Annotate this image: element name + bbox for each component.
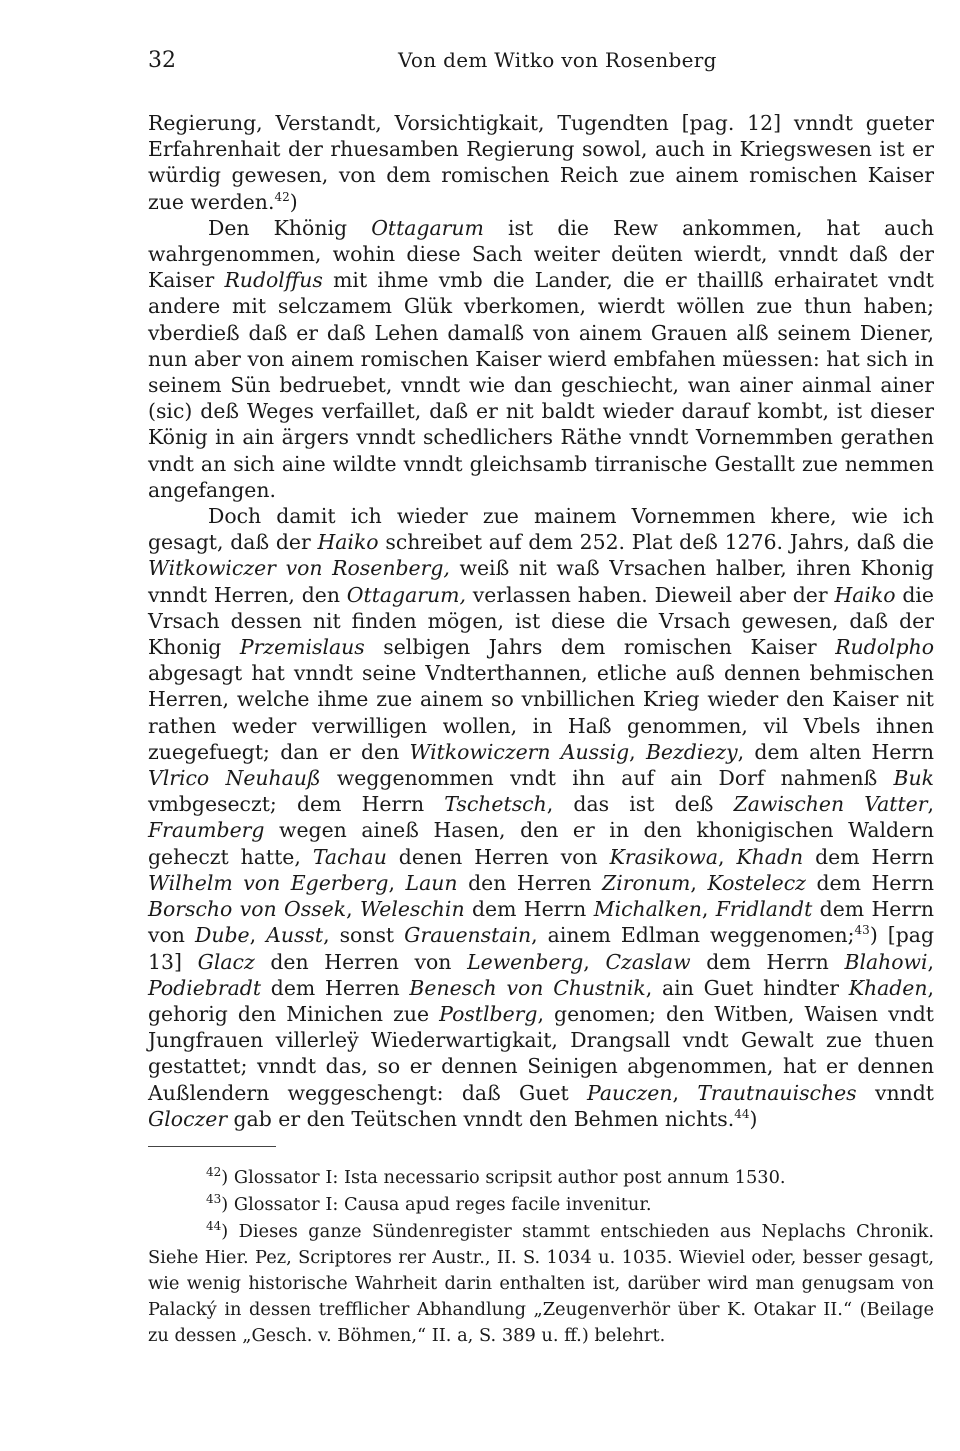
footnote xyxy=(148,1165,934,1191)
italic-name: Laun xyxy=(405,870,458,895)
italic-name: Czaslaw xyxy=(605,949,691,974)
italic-name: Ottagarum, xyxy=(346,582,466,607)
text-run: , xyxy=(690,870,708,895)
text-run: vnndt xyxy=(856,1080,934,1105)
italic-name: Rudolffus xyxy=(224,268,323,293)
text-run: den Herren xyxy=(457,870,603,895)
footnotes xyxy=(148,1165,934,1349)
italic-name: Podiebradt xyxy=(148,975,262,1000)
text-run: weggenommen vndt ihn auf ain Dorf nahmenß xyxy=(320,766,894,791)
text-run: dem Herrn xyxy=(690,949,845,974)
text-run: denen Herren von xyxy=(386,844,610,869)
italic-name: Tachau xyxy=(312,844,387,869)
text-run: dem Herrn von xyxy=(148,897,934,948)
text-run: wegen aineß Hasen, den er in den khonigischen Waldern geheczt hatte, xyxy=(148,818,934,869)
footnote-ref: 43 xyxy=(206,1192,222,1206)
text-run: , genomen; den Witben, Waisen vndt Jungfrauen villerleÿ Wiederwartigkait, Drangsall vndt Gewalt zue thuen gestattet; vnndt das, so er dennen Seinigen abgenommen, hat er dennen Außlendern weggeschengt: daß Guet xyxy=(148,1001,934,1105)
italic-name: Gloczer xyxy=(148,1106,228,1131)
footnote-ref: 43 xyxy=(854,923,870,938)
italic-name: Lewenberg xyxy=(467,949,584,974)
text-run: Doch damit ich wieder zue mainem Vornemmen khere, wie ich gesagt, daß der xyxy=(148,504,934,555)
text-run: , xyxy=(701,897,716,922)
italic-name: Bezdiezy xyxy=(645,739,738,764)
text-run: , gehorig den Minichen zue xyxy=(148,975,934,1026)
text-run: mit ihme vmb die Lander, die er thaillß erhairatet vndt andere mit selczamem Glük vberkomen, wierdt wöllen zue thun haben; vberdieß daß er daß Lehen damalß von ainem Grauen alß seinem Diener, nun aber von ainem romischen Kaiser wierd embfahen müessen: hat sich in seinem Sün bedruebet, vnndt wie dan geschiecht, wan ainer ainmal ainer (sic) deß Weges verfaillet, daß er nit baldt wieder darauf kombt, ist dieser König in ain ärgers vnndt schedlichers Räthe vnndt Vornemmben gerathen vndt an sich aine wildte vnndt gleichsamb tirranische Gestallt zue nemmen angefangen. xyxy=(148,268,935,502)
italic-name: Rudolpho xyxy=(835,635,934,660)
text-run: , dem alten Herrn xyxy=(737,739,935,764)
text-run: den Herren von xyxy=(254,949,468,974)
italic-name: Haiko xyxy=(317,530,379,555)
text-run: schreibet auf dem 252. Plat deß 1276. Jahrs, daß die xyxy=(378,530,934,555)
text-run: ) Glossator I: Ista necessario scripsit author post annum 1530. xyxy=(221,1166,786,1188)
italic-name: Witkowiczer von Rosenberg, xyxy=(148,556,450,581)
text-run: , sonst xyxy=(323,923,405,948)
text-run: die Vrsach dessen nit finden mögen, ist diese die Vrsach gewesen, daß der Khonig xyxy=(148,582,934,660)
italic-name: Dube xyxy=(194,923,250,948)
footnote-ref: 42 xyxy=(206,1165,222,1179)
italic-name: Weleschin xyxy=(359,897,465,922)
italic-name: Borscho von Ossek xyxy=(148,897,347,922)
italic-name: Zawischen Vatter xyxy=(733,792,928,817)
footnote-separator xyxy=(148,1146,276,1147)
italic-name: Krasikowa xyxy=(609,844,718,869)
italic-name: Kostelecz xyxy=(707,870,806,895)
text-run: weiß nit waß Vrsachen halber, ihren Khonig vnndt Herren, den xyxy=(148,556,934,607)
italic-name: Wilhelm von Egerberg xyxy=(148,870,389,895)
page-header xyxy=(148,40,934,80)
text-run: , das ist deß xyxy=(546,792,734,817)
text-run: ) Glossator I: Causa apud reges facile invenitur. xyxy=(221,1193,652,1215)
italic-name: Khaden xyxy=(848,975,928,1000)
text-run: Regierung, Verstandt, Vorsichtigkait, Tugendten [pag. 12] vnndt gueter Erfahrenhait der rhuesamben Regierung sowol, auch in Kriegswesen ist er würdig gewesen, von dem romischen Reich zue ainem romischen Kaiser zue werden. xyxy=(148,111,934,214)
italic-name: Przemislaus xyxy=(239,635,365,660)
italic-name: Fraumberg xyxy=(148,818,265,843)
text-run: dem Herrn xyxy=(803,844,935,869)
text-run: , xyxy=(927,949,934,974)
text-run: vmbgeseczt; dem Herrn xyxy=(148,792,445,817)
italic-name: Blahowi xyxy=(844,949,928,974)
text-run: ) xyxy=(289,189,298,214)
main-text xyxy=(148,110,934,1132)
italic-name: Benesch von Chustnik xyxy=(409,975,646,1000)
paragraph xyxy=(148,215,934,503)
italic-name: Pauczen xyxy=(587,1080,673,1105)
italic-name: Zironum xyxy=(602,870,691,895)
text-run: dem Herren xyxy=(261,975,410,1000)
italic-name: Ottagarum xyxy=(371,215,484,240)
footnote xyxy=(148,1192,934,1218)
text-run: , xyxy=(249,923,267,948)
italic-name: Ausst xyxy=(266,923,324,948)
footnote-ref: 42 xyxy=(274,189,290,204)
text-run: , xyxy=(388,870,406,895)
italic-name: Fridlandt xyxy=(715,897,813,922)
paragraph xyxy=(148,503,934,1132)
text-run: , ain Guet hindter xyxy=(645,975,849,1000)
text-run: , xyxy=(672,1080,698,1105)
italic-name: Glacz xyxy=(197,949,255,974)
text-run: dem Herrn xyxy=(464,897,594,922)
italic-name: Tschetsch xyxy=(444,792,547,817)
text-run: , xyxy=(583,949,606,974)
text-run: ist die Rew ankommen, hat auch wahrgenommen, wohin diese Sach weiter deüten wierdt, vnndt daß der Kaiser xyxy=(148,215,934,293)
italic-name: Postlberg xyxy=(439,1001,538,1026)
italic-name: Khadn xyxy=(736,844,804,869)
page-number: 32 xyxy=(148,48,176,73)
footnote xyxy=(148,1219,934,1349)
italic-name: Witkowiczern Aussig xyxy=(409,739,630,764)
italic-name: Vlrico Neuhauß xyxy=(148,766,321,791)
text-run: verlassen haben. Dieweil aber der xyxy=(465,582,835,607)
text-run: ) xyxy=(749,1106,758,1131)
text-run: , ainem Edlman weggenomen; xyxy=(531,923,855,948)
text-run: gab er den Teütschen vnndt den Behmen nichts. xyxy=(227,1106,735,1131)
text-run: , xyxy=(346,897,360,922)
text-run: Den Khönig xyxy=(208,215,372,240)
text-run: abgesagt hat vnndt seine Vndterthannen, etliche auß dennen behmischen Herren, welche ihme zue ainem so vnbillichen Krieg wieder den Kaiser nit rathen weder verwilligen wollen, in Haß genommen, vil Vbels ihnen zuegefuegt; dan er den xyxy=(148,661,934,764)
text-run: selbigen Jahrs dem romischen Kaiser xyxy=(364,635,836,660)
footnote-ref: 44 xyxy=(206,1219,222,1233)
italic-name: Michalken xyxy=(593,897,702,922)
running-head: Von dem Witko von Rosenberg xyxy=(398,48,717,72)
footnote-ref: 44 xyxy=(734,1106,750,1121)
italic-name: Buk xyxy=(893,766,935,791)
text-run: ) [pag 13] xyxy=(148,923,935,974)
text-run: , xyxy=(717,844,737,869)
text-run: , xyxy=(927,792,934,817)
text-run: , xyxy=(629,739,646,764)
italic-name: Haiko xyxy=(834,582,896,607)
italic-name: Grauenstain xyxy=(404,923,532,948)
text-run: dem Herrn xyxy=(805,870,934,895)
italic-name: Trautnauisches xyxy=(697,1080,857,1105)
paragraph xyxy=(148,110,934,215)
text-run: ) Dieses ganze Sündenregister stammt entschieden aus Neplachs Chronik. Siehe Hier. Pez, Scriptores rer Austr., II. S. 1034 u. 1035. Wieviel oder, besser gesagt, wie wenig historische Wahrheit darin enthalten ist, darüber wird man genugsam von Palacký in dessen trefflicher Abhandlung „Zeugenverhör über K. Otakar II.“ (Beilage zu dessen „Gesch. v. Böhmen,“ II. a, S. 389 u. ff.) belehrt. xyxy=(148,1220,934,1346)
